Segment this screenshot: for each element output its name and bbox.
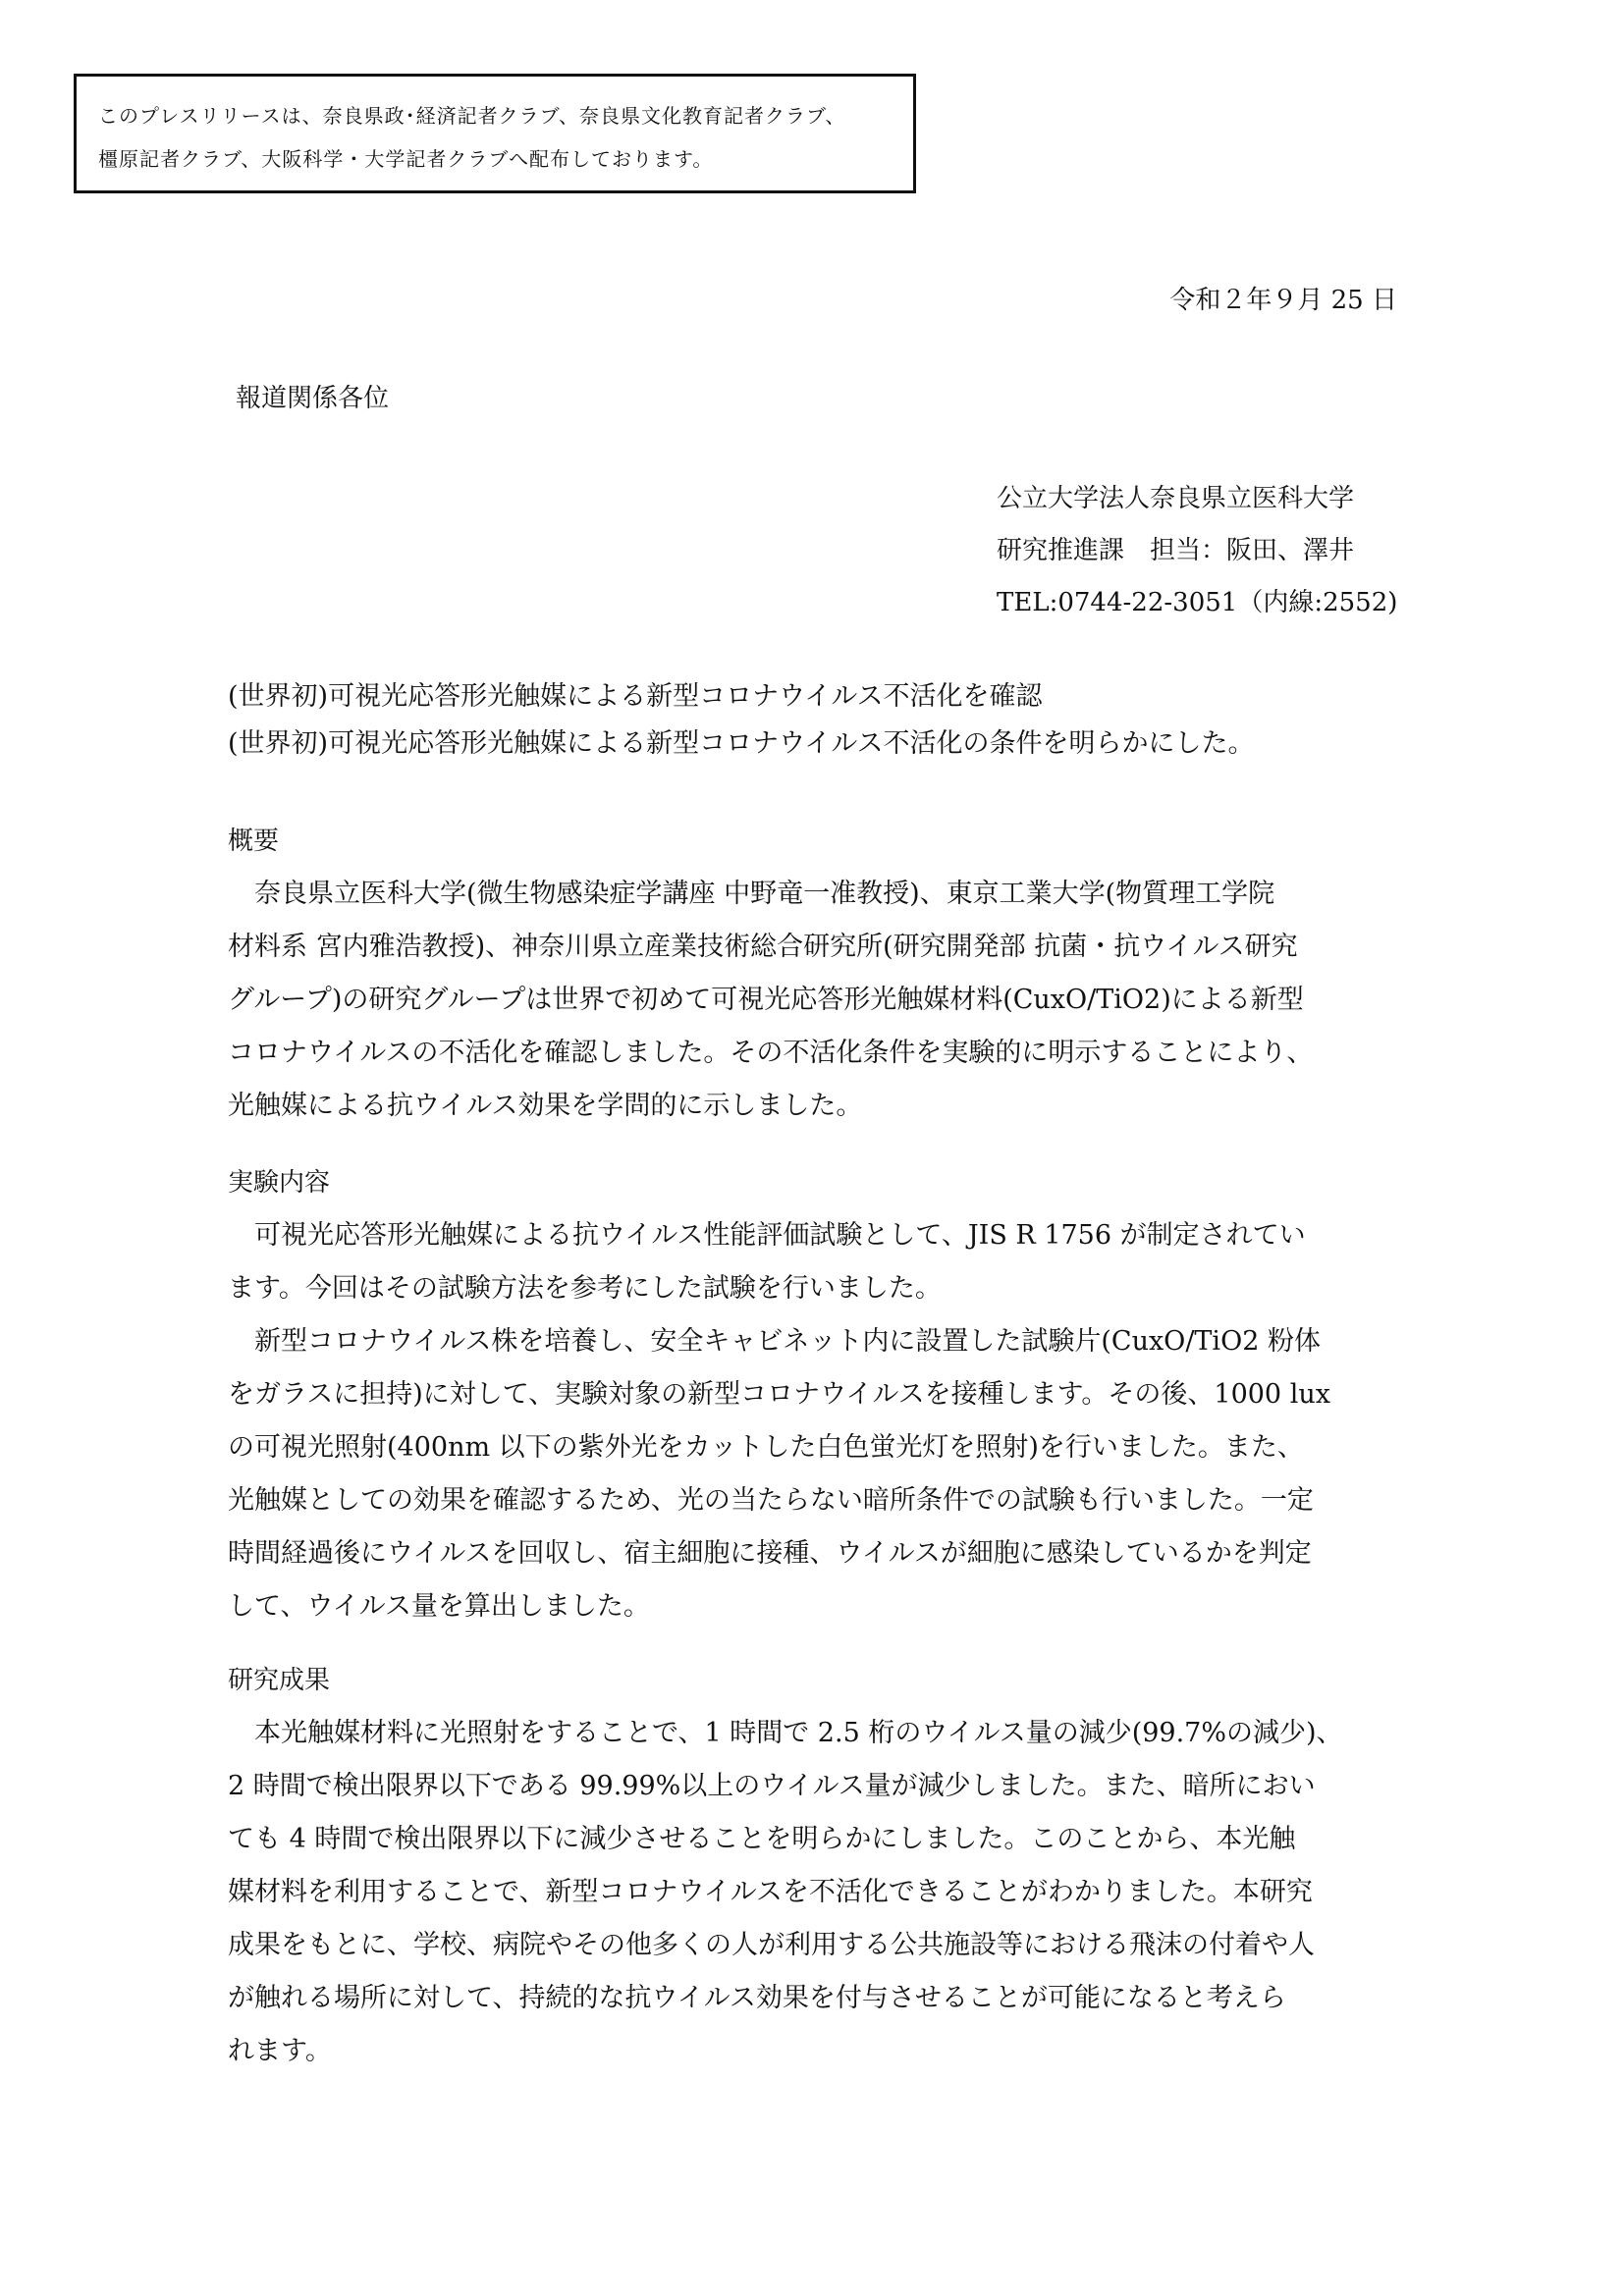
paragraph-line: ても 4 時間で検出限界以下に減少させることを明らかにしました。このことから、本光触 — [228, 1824, 1296, 1854]
paragraph-line: 成果をもとに、学校、病院やその他多くの人が利用する公共施設等における飛沫の付着や人 — [228, 1930, 1315, 1960]
paragraph-line: の可視光照射(400nm 以下の紫外光をカットした白色蛍光灯を照射)を行いました。また、 — [228, 1432, 1304, 1463]
overview-section — [228, 815, 1401, 1133]
paragraph-line: 材料系 宮内雅浩教授)、神奈川県立産業技術総合研究所(研究開発部 抗菌・抗ウイルス研究 — [228, 932, 1298, 962]
paragraph-line: 奈良県立医科大学(微生物感染症学講座 中野竜一准教授)、東京工業大学(物質理工学院 — [228, 879, 1275, 909]
sender-phone: TEL:0744-22-3051（内線:2552) — [997, 588, 1398, 617]
paragraph-line: 光触媒としての効果を確認するため、光の当たらない暗所条件での試験も行いました。一定 — [228, 1485, 1314, 1516]
paragraph-line: をガラスに担持)に対して、実験対象の新型コロナウイルスを接種します。その後、1000 lux — [228, 1379, 1330, 1410]
headline-line-1: (世界初)可視光応答形光触媒による新型コロナウイルス不活化を確認 — [228, 681, 1043, 712]
section-heading: 概要 — [228, 827, 280, 856]
experiment-section — [228, 1156, 1401, 1633]
paragraph-line: 新型コロナウイルス株を培養し、安全キャビネット内に設置した試験片(CuxO/TiO2 粉体 — [228, 1326, 1321, 1357]
headline-line-2: (世界初)可視光応答形光触媒による新型コロナウイルス不活化の条件を明らかにした。 — [228, 728, 1255, 759]
addressee: 報道関係各位 — [236, 384, 390, 413]
notice-line: 橿原記者クラブ、大阪科学・大学記者クラブへ配布しております。 — [98, 147, 714, 171]
paragraph-line: グループ)の研究グループは世界で初めて可視光応答形光触媒材料(CuxO/TiO2)による新型 — [228, 985, 1304, 1015]
paragraph-line: 媒材料を利用することで、新型コロナウイルスを不活化できることがわかりました。本研究 — [228, 1877, 1313, 1907]
paragraph-line: コロナウイルスの不活化を確認しました。その不活化条件を実験的に明示することにより、 — [228, 1038, 1314, 1068]
paragraph-line: が触れる場所に対して、持続的な抗ウイルス効果を付与させることが可能になると考えら — [228, 1983, 1286, 2013]
press-release-headline — [228, 673, 1254, 768]
paragraph-line: れます。 — [228, 2036, 332, 2066]
paragraph-line: 光触媒による抗ウイルス効果を学問的に示しました。 — [228, 1091, 863, 1121]
paragraph-line: 2 時間で検出限界以下である 99.99%以上のウイルス量が減少しました。また、暗所におい — [228, 1771, 1316, 1801]
release-date: 令和２年９月 25 日 — [1169, 286, 1397, 315]
distribution-notice-box — [74, 74, 916, 193]
paragraph-line: 可視光応答形光触媒による抗ウイルス性能評価試験として、JIS R 1756 が制定されてい — [228, 1220, 1306, 1251]
sender-department: 研究推進課 担当：阪田、澤井 — [997, 536, 1355, 565]
sender-block — [997, 473, 1397, 629]
paragraph-line: 時間経過後にウイルスを回収し、宿主細胞に接種、ウイルスが細胞に感染しているかを判定 — [228, 1538, 1312, 1569]
paragraph-line: して、ウイルス量を算出しました。 — [228, 1591, 650, 1622]
paragraph-line: ます。今回はその試験方法を参考にした試験を行いました。 — [228, 1273, 942, 1304]
section-heading: 実験内容 — [228, 1168, 331, 1198]
section-heading: 研究成果 — [228, 1666, 331, 1695]
notice-line: このプレスリリースは、奈良県政･経済記者クラブ、奈良県文化教育記者クラブ、 — [98, 104, 846, 128]
paragraph-line: 本光触媒材料に光照射をすることで、1 時間で 2.5 桁のウイルス量の減少(99.7%の減少)、 — [228, 1718, 1343, 1748]
results-section — [228, 1654, 1401, 2078]
sender-organization: 公立大学法人奈良県立医科大学 — [997, 484, 1355, 513]
